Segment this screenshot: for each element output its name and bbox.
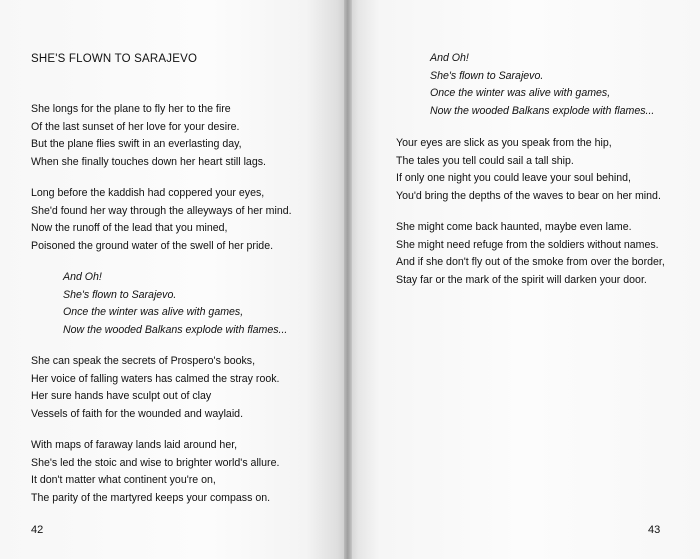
stanza-4: [31, 437, 279, 508]
poem-line: Now the runoff of the lead that you mined,: [31, 222, 228, 235]
poem-line: And Oh!: [430, 52, 469, 64]
poem-line: She might come back haunted, maybe even lame.: [396, 221, 632, 233]
poem-line: It don't matter what continent you're on,: [31, 474, 216, 487]
stanza-5: [396, 135, 661, 206]
poem-line: With maps of faraway lands laid around her,: [31, 439, 238, 451]
poem-line: Of the last sunset of her love for your desire.: [31, 120, 240, 133]
poem-line: You'd bring the depths of the waves to bear on her mind.: [396, 190, 661, 203]
book-gutter: [344, 0, 352, 559]
poem-line: She might need refuge from the soldiers without names.: [396, 238, 659, 251]
poem-line: And if she don't fly out of the smoke from over the border,: [396, 256, 665, 269]
poem-line: She can speak the secrets of Prospero's books,: [31, 355, 256, 367]
chorus-stanza: [430, 50, 654, 121]
poem-line: Stay far or the mark of the spirit will darken your door.: [396, 274, 647, 287]
poem-line: She's led the stoic and wise to brighter world's allure.: [31, 456, 280, 469]
poem-line: Now the wooded Balkans explode with flames...: [63, 324, 288, 337]
poem-line: She longs for the plane to fly her to the fire: [31, 103, 231, 115]
poem-line: When she finally touches down her heart still lags.: [31, 156, 266, 169]
stanza-2: [31, 185, 292, 256]
poem-line: Now the wooded Balkans explode with flames...: [430, 105, 655, 118]
poem-line: Her voice of falling waters has calmed the stray rook.: [31, 372, 280, 385]
page-number-left: 42: [31, 524, 44, 536]
poem-title: SHE'S FLOWN TO SARAJEVO: [31, 53, 198, 65]
stanza-3: [31, 353, 279, 424]
poem-line: She'd found her way through the alleyways of her mind.: [31, 204, 292, 217]
poem-line: Your eyes are slick as you speak from the hip,: [396, 137, 612, 149]
poem-line: She's flown to Sarajevo.: [430, 69, 544, 82]
poem-line: Her sure hands have sculpt out of clay: [31, 390, 212, 403]
poem-line: The tales you tell could sail a tall ship.: [396, 154, 574, 167]
poem-line: She's flown to Sarajevo.: [63, 288, 177, 301]
poem-line: Long before the kaddish had coppered your eyes,: [31, 187, 265, 199]
poem-line: The parity of the martyred keeps your compass on.: [31, 492, 271, 505]
poem-line: Once the winter was alive with games,: [430, 87, 611, 100]
left-page: [0, 0, 348, 559]
stanza-6: [396, 219, 665, 290]
right-page: [348, 0, 700, 559]
stanza-1: [31, 101, 266, 172]
page-number-right: 43: [648, 524, 661, 536]
chorus-stanza: [63, 269, 287, 340]
poem-line: If only one night you could leave your soul behind,: [396, 172, 631, 185]
poem-line: And Oh!: [63, 271, 102, 283]
poem-line: Vessels of faith for the wounded and waylaid.: [31, 408, 244, 421]
poem-line: Poisoned the ground water of the swell of her pride.: [31, 240, 274, 253]
poem-line: But the plane flies swift in an everlasting day,: [31, 138, 242, 151]
poem-line: Once the winter was alive with games,: [63, 306, 244, 319]
